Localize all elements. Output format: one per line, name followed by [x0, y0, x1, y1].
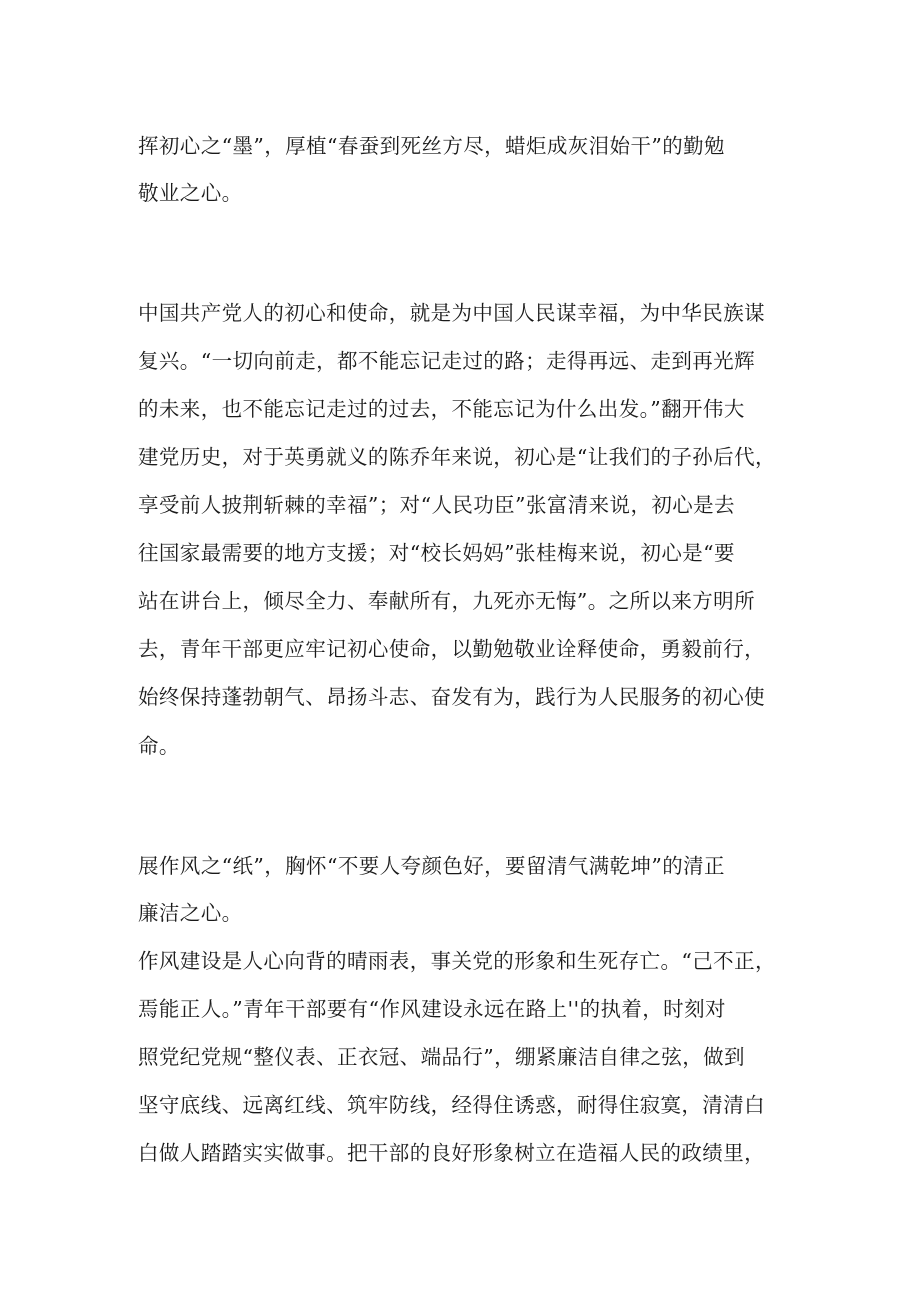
text-line: 敬业之心。 [138, 181, 243, 205]
text-line: 的未来，也不能忘记走过的过去，不能忘记为什么出发。”翻开伟大 [138, 397, 745, 421]
text-line: 作风建设是人心向背的晴雨表，事关党的形象和生死存亡。“己不正， [138, 949, 776, 973]
text-line: 白做人踏踏实实做事。把干部的良好形象树立在造福人民的政绩里， [138, 1141, 765, 1165]
text-line: 挥初心之“墨”，厚植“春蚕到死丝方尽，蜡炬成灰泪始干”的勤勉 [138, 134, 725, 158]
text-line: 去，青年干部更应牢记初心使命，以勤勉敬业诠释使命，勇毅前行， [138, 637, 765, 661]
text-line: 站在讲台上，倾尽全力、奉献所有，九死亦无悔”。之所以来方明所 [138, 589, 755, 613]
text-line: 始终保持蓬勃朝气、昂扬斗志、奋发有为，践行为人民服务的初心使 [138, 685, 765, 709]
text-line: 焉能正人。”青年干部要有“作风建设永远在路上''的执着，时刻对 [138, 997, 726, 1021]
text-line: 坚守底线、远离红线、筑牢防线，经得住诱惑，耐得住寂寞，清清白 [138, 1093, 765, 1117]
text-line: 建党历史，对于英勇就义的陈乔年来说，初心是“让我们的子孙后代， [138, 445, 776, 469]
text-line: 中国共产党人的初心和使命，就是为中国人民谋幸福，为中华民族谋 [138, 301, 765, 325]
text-line: 命。 [138, 734, 180, 758]
text-line: 照党纪党规“整仪表、正衣冠、端品行”，绷紧廉洁自律之弦，做到 [138, 1045, 745, 1069]
text-line: 廉洁之心。 [138, 901, 243, 925]
text-line: 享受前人披荆斩棘的幸福”；对“人民功臣”张富清来说，初心是去 [138, 493, 735, 517]
text-line: 往国家最需要的地方支援；对“校长妈妈”张桂梅来说，初心是“要 [138, 541, 735, 565]
text-line: 展作风之“纸”，胸怀“不要人夸颜色好，要留清气满乾坤”的清正 [138, 854, 725, 878]
text-line: 复兴。“一切向前走，都不能忘记走过的路；走得再远、走到再光辉 [138, 349, 755, 373]
